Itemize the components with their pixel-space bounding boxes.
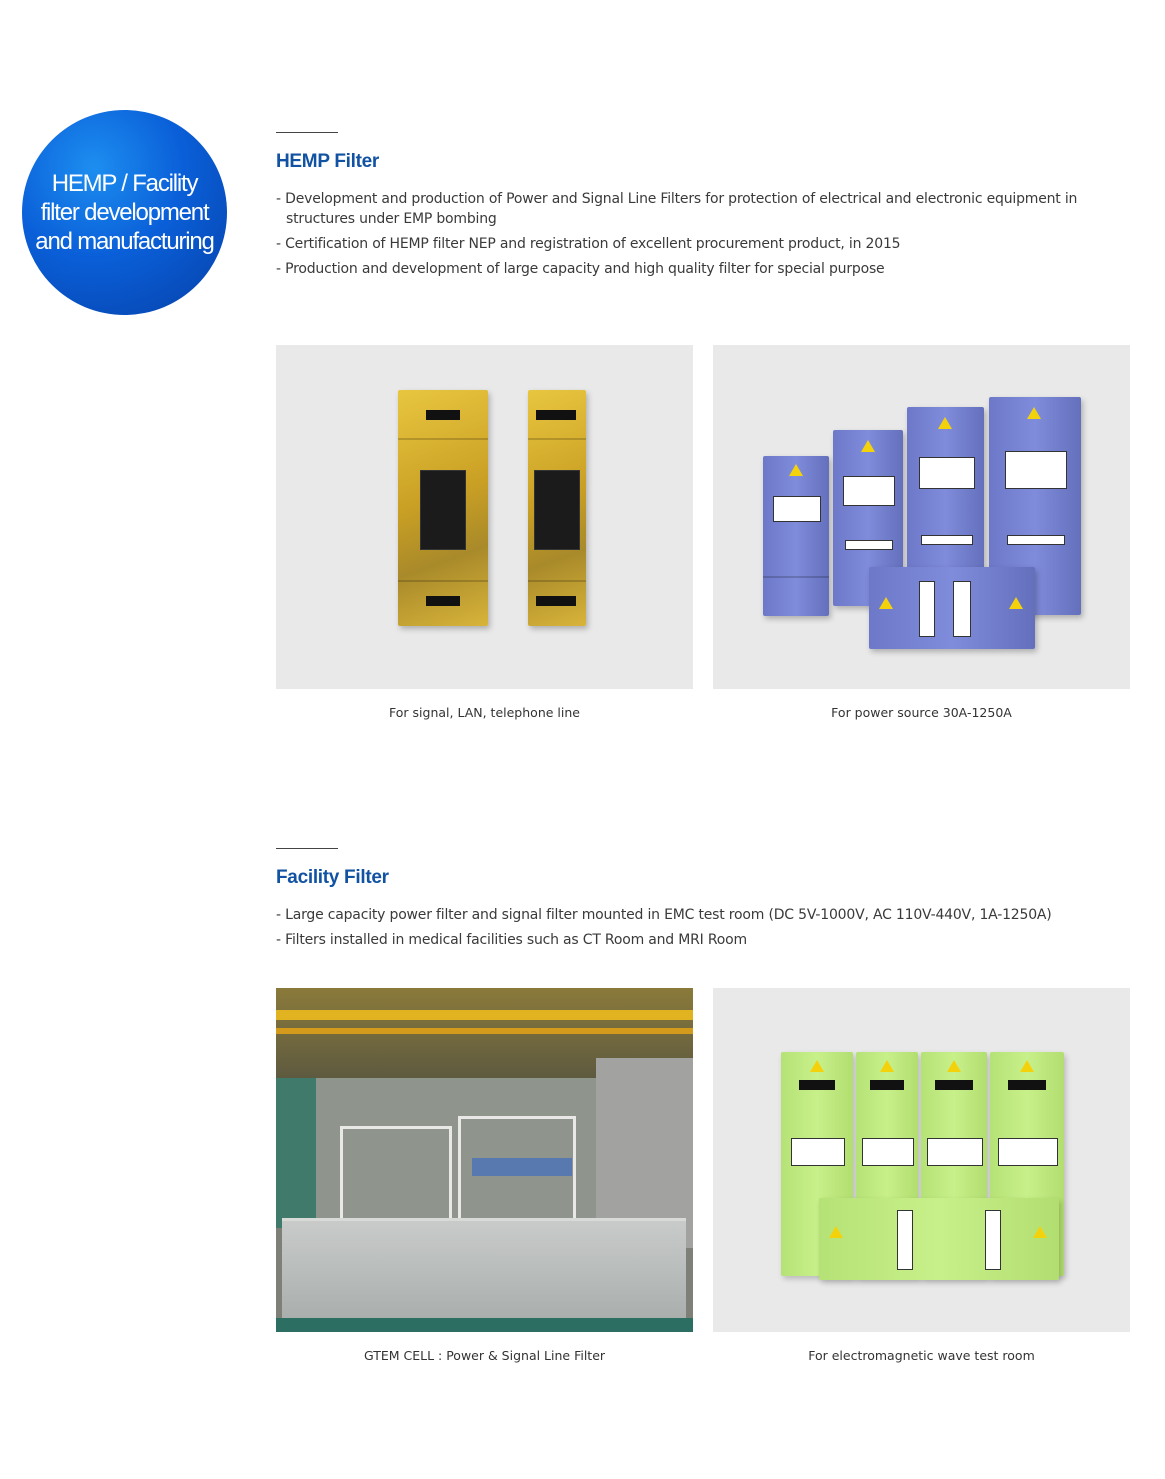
emc-filter-photo <box>713 988 1130 1332</box>
blue-filter <box>763 456 829 616</box>
photo-caption: For power source 30A-1250A <box>831 705 1012 720</box>
hemp-bullets <box>276 189 1130 279</box>
gold-filter-large <box>398 390 488 626</box>
hemp-section <box>276 132 1130 284</box>
bullet-item: - Production and development of large capacity and high quality filter for special purpose <box>276 259 1130 279</box>
gold-filter-small <box>528 390 586 626</box>
bullet-item: - Filters installed in medical facilities such as CT Room and MRI Room <box>276 930 1130 950</box>
section-divider <box>276 848 338 849</box>
photo-caption: For electromagnetic wave test room <box>808 1348 1035 1363</box>
photo-card-gtem <box>276 988 693 1363</box>
photo-card-power <box>713 345 1130 720</box>
gtem-cell-photo <box>276 988 693 1332</box>
photo-caption: GTEM CELL : Power & Signal Line Filter <box>363 1348 606 1363</box>
photo-caption: For signal, LAN, telephone line <box>389 705 580 720</box>
section-divider <box>276 132 338 133</box>
hemp-title: HEMP Filter <box>276 151 379 172</box>
photo-card-emc <box>713 988 1130 1363</box>
blue-filter-horizontal <box>869 567 1035 649</box>
bullet-item: - Development and production of Power and Signal Line Filters for protection of electrical and electronic equipment in structures under EMP bombing <box>276 189 1130 229</box>
photo-card-signal <box>276 345 693 720</box>
section-badge <box>22 110 227 315</box>
bullet-item: - Large capacity power filter and signal filter mounted in EMC test room (DC 5V-1000V, AC 110V-440V, 1A-1250A) <box>276 905 1130 925</box>
signal-filter-photo <box>276 345 693 689</box>
green-filter-horizontal <box>819 1198 1059 1280</box>
facility-bullets <box>276 905 1130 950</box>
facility-title: Facility Filter <box>276 867 389 888</box>
bullet-item: - Certification of HEMP filter NEP and registration of excellent procurement product, in 2015 <box>276 234 1130 254</box>
badge-text: HEMP / Facility filter development and manufacturing <box>35 170 214 255</box>
facility-section <box>276 848 1130 955</box>
power-filter-photo <box>713 345 1130 689</box>
